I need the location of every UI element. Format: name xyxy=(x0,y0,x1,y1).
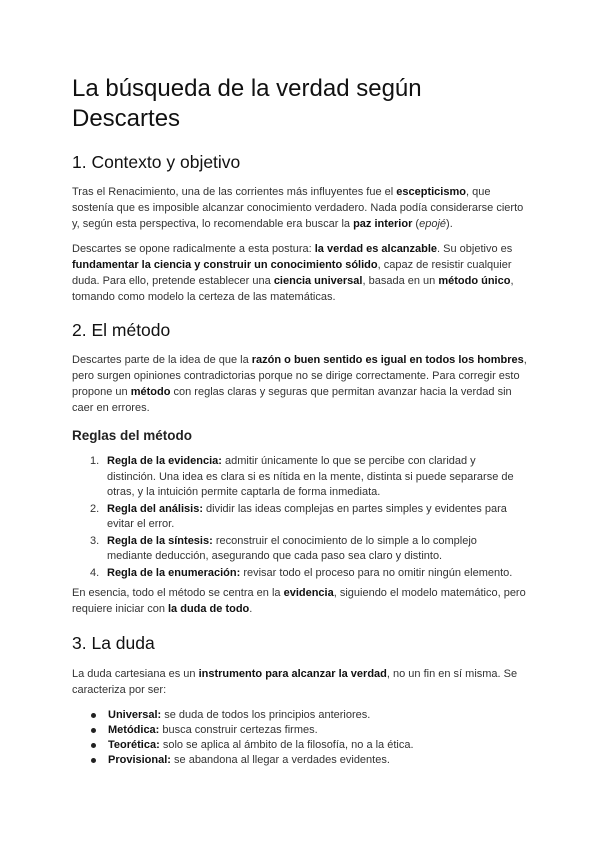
section-heading-metodo: 2. El método xyxy=(72,320,171,340)
paragraph-metodo-2: En esencia, todo el método se centra en la evidencia, siguiendo el modelo matemático, pero requiere iniciar con la duda de todo. xyxy=(72,587,526,615)
rule-item: 1. Regla de la evidencia: admitir únicamente lo que se percibe con claridad y distinción. Una idea es clara si es nítida en la mente, distinta si puede separarse de otras, y la intuición permite captarla de forma inmediata. xyxy=(90,455,514,498)
paragraph-contexto-2: Descartes se opone radicalmente a esta postura: la verdad es alcanzable. Su objetivo es fundamentar la ciencia y construir un conocimiento sólido, capaz de resistir cualquier duda. Para ello, pretende establecer una ciencia universal, basada en un método único, tomando como modelo la certeza de las matemáticas. xyxy=(72,243,514,303)
section-heading-contexto: 1. Contexto y objetivo xyxy=(72,152,241,172)
bullet-icon xyxy=(91,728,96,733)
document-title: La búsqueda de la verdad según Descartes xyxy=(72,75,422,132)
list-item: Metódica: busca construir certezas firmes. xyxy=(72,723,522,738)
subheading-reglas: Reglas del método xyxy=(72,428,193,443)
section-heading-duda: 3. La duda xyxy=(72,633,155,653)
rule-item: 2. Regla del análisis: dividir las ideas complejas en partes simples y evidentes para evitar el error. xyxy=(90,502,507,530)
list-item: Teorética: solo se aplica al ámbito de la filosofía, no a la ética. xyxy=(72,738,522,753)
list-item: Universal: se duda de todos los principios anteriores. xyxy=(72,708,522,723)
bullet-icon xyxy=(91,713,96,718)
paragraph-contexto-1: Tras el Renacimiento, una de las corrientes más influyentes fue el escepticismo, que sostenía que es imposible alcanzar conocimiento verdadero. Nada podía considerarse cierto y, según esta perspectiva, lo recomendable era buscar la paz interior (epojé). xyxy=(72,186,524,230)
paragraph-metodo-1: Descartes parte de la idea de que la razón o buen sentido es igual en todos los hombres, pero surgen opiniones contradictorias porque no se dirige correctamente. Para corregir esto propone un método con reglas claras y seguras que permitan avanzar hacia la verdad sin caer en errores. xyxy=(72,354,527,414)
rule-item: 4. Regla de la enumeración: revisar todo el proceso para no omitir ningún elemento. xyxy=(90,566,513,579)
rule-item: 3. Regla de la síntesis: reconstruir el conocimiento de lo simple a lo complejo mediante deducción, asegurando que cada paso sea claro y distinto. xyxy=(90,534,477,562)
bullet-icon xyxy=(91,743,96,748)
bullet-icon xyxy=(91,758,96,763)
characteristics-list xyxy=(72,708,522,768)
list-item: Provisional: se abandona al llegar a verdades evidentes. xyxy=(72,753,522,768)
paragraph-duda-1: La duda cartesiana es un instrumento para alcanzar la verdad, no un fin en sí misma. Se caracteriza por ser: xyxy=(72,668,518,696)
rules-list xyxy=(72,454,522,582)
